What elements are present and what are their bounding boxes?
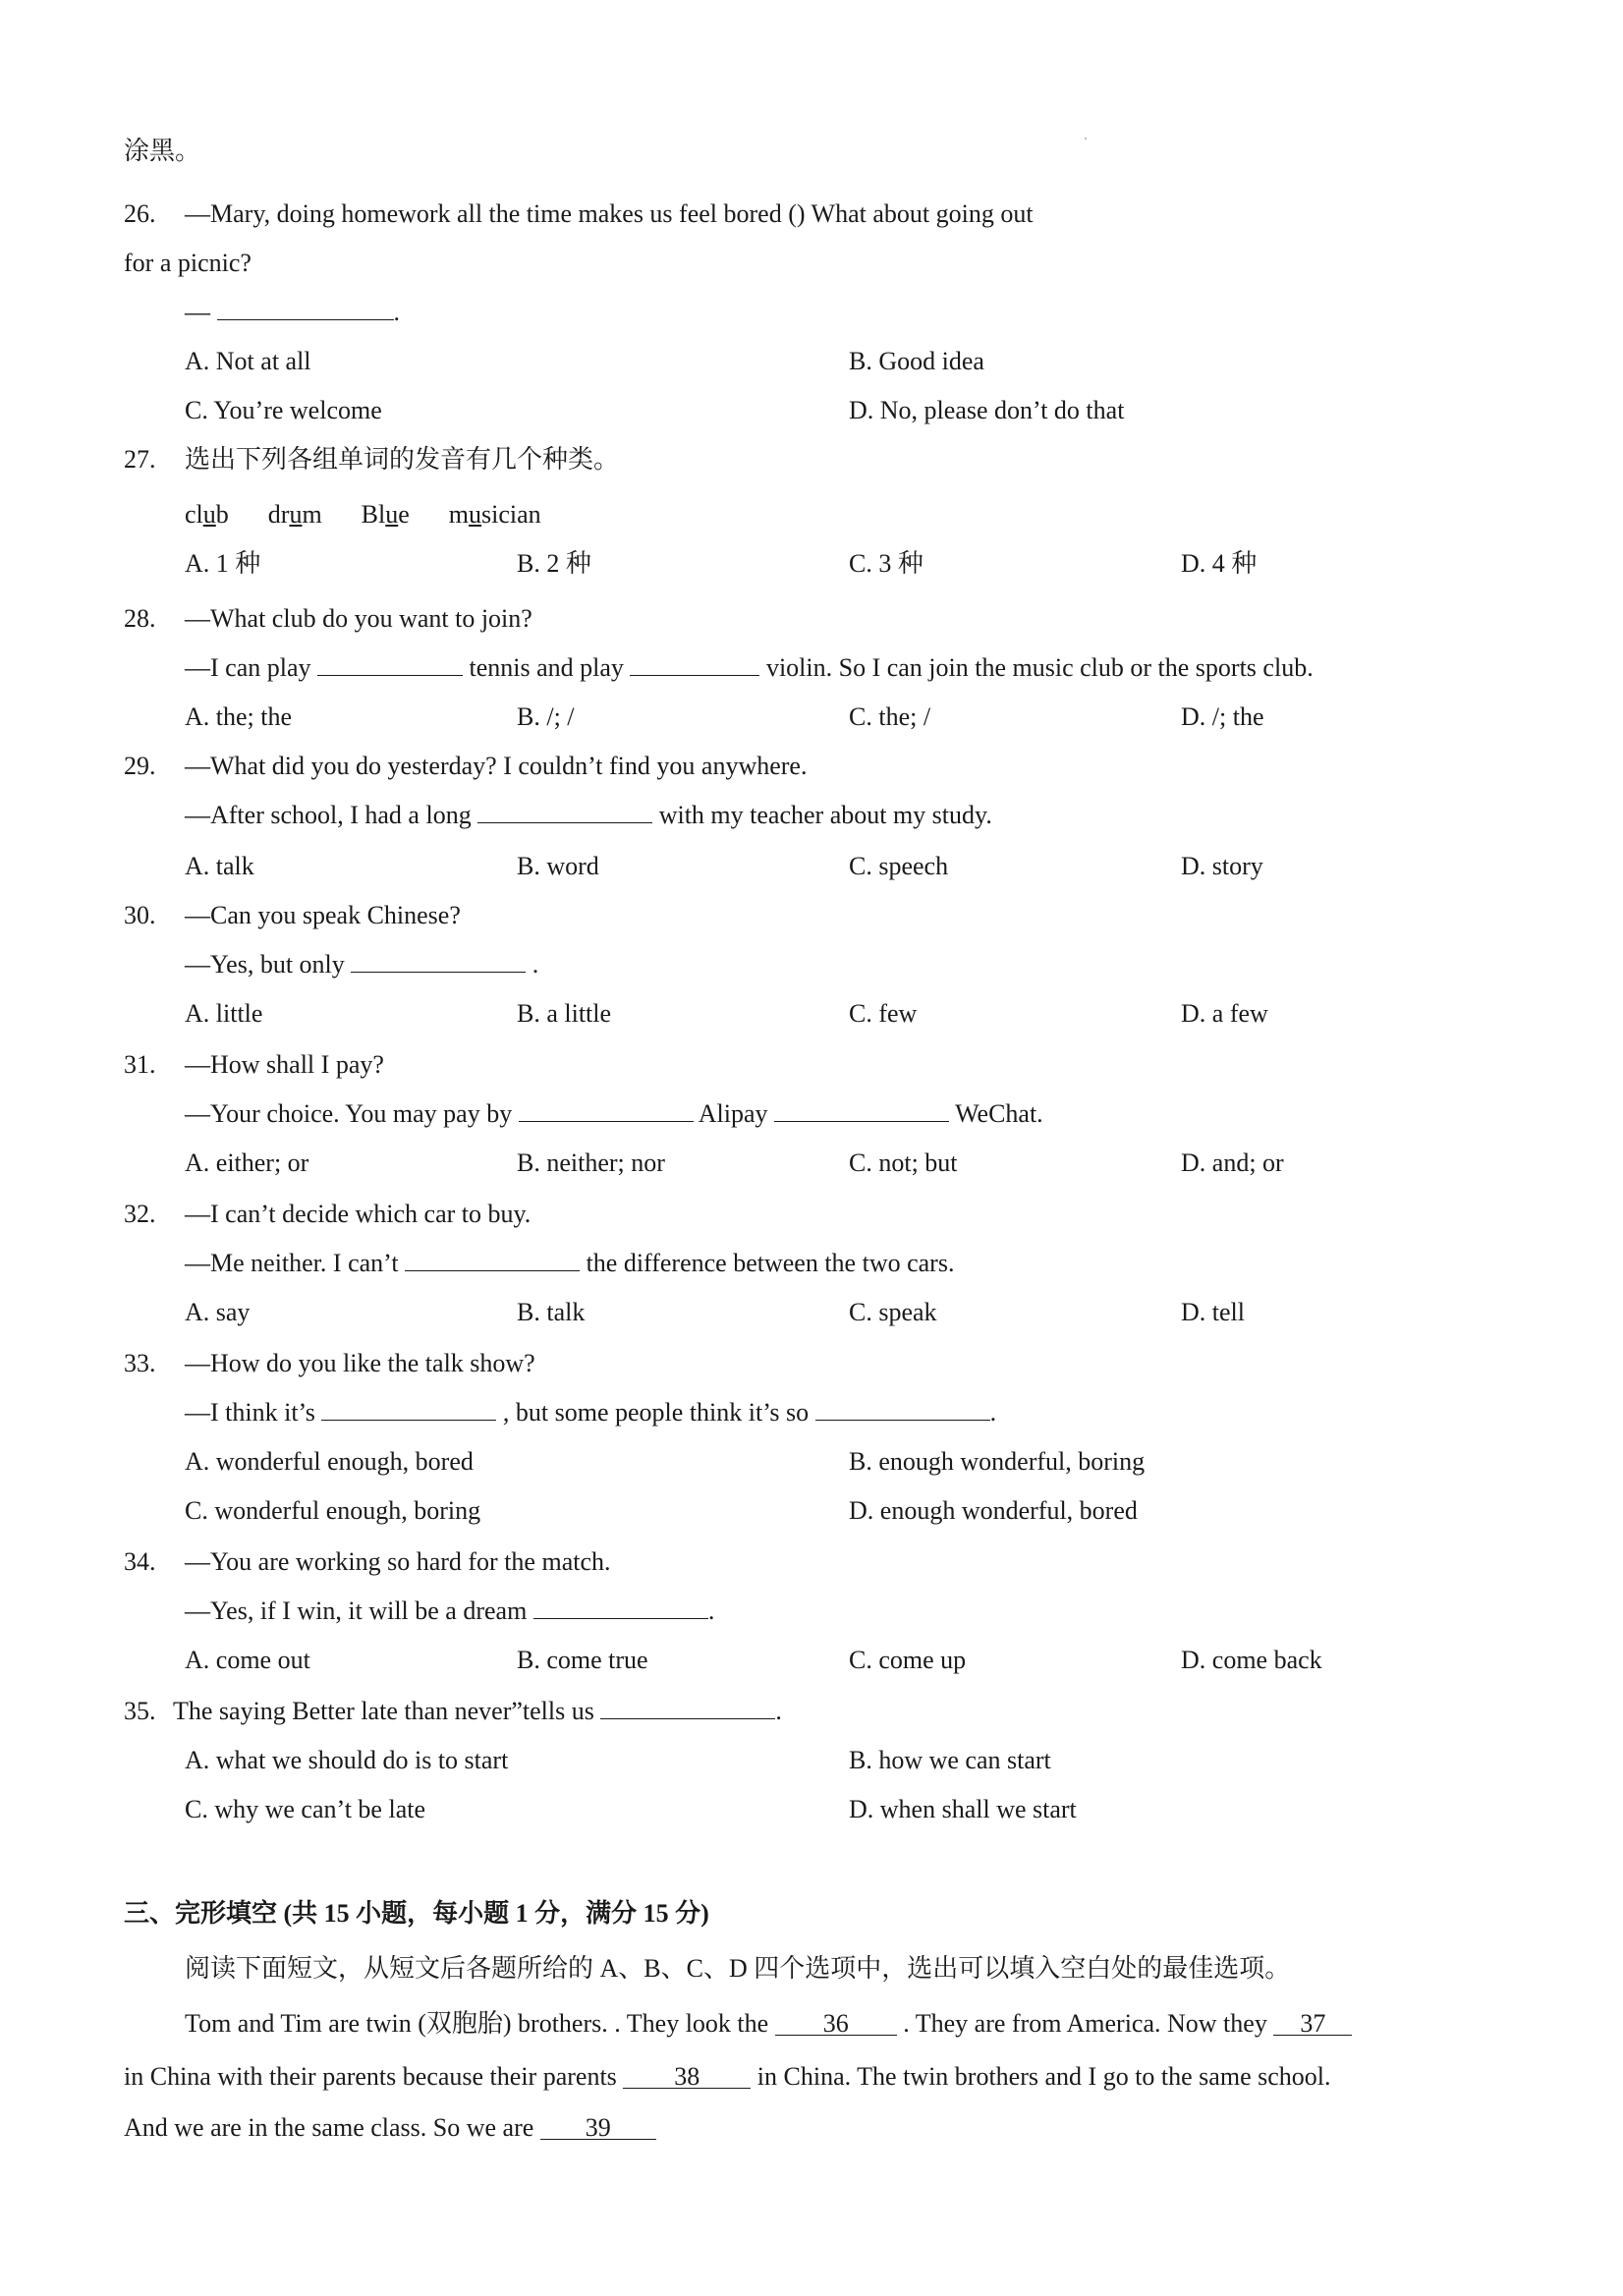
question-line [124,444,619,476]
answer-blank [815,1398,990,1421]
question-line [185,949,538,980]
text-segment: . [989,1398,997,1427]
section-instruction: 阅读下面短文，从短文后各题所给的 A、B、C、D 四个选项中，选出可以填入空白处的最佳选项。 [185,1954,1291,1983]
question-line [185,297,400,328]
question-line [185,1397,996,1428]
question-line [124,900,461,931]
answer-option[interactable]: D. story [1181,852,1263,880]
underlined-letter: u [202,500,216,529]
word-suffix: m [302,500,322,529]
answer-blank [321,1398,496,1421]
scan-speck [1085,138,1087,140]
passage-line [124,2061,1331,2093]
text-segment: And we are in the same class. So we are [124,2113,540,2142]
question-line [124,198,1034,230]
text-segment: in China. The twin brothers and I go to the same school. [751,2062,1331,2091]
text-segment: in China with their parents because their parents [124,2062,624,2091]
underlined-letter: u [385,500,399,529]
text-segment: . [393,298,400,326]
answer-option[interactable]: B. neither; nor [517,1148,665,1177]
answer-option[interactable]: D. /; the [1181,702,1264,731]
word-prefix: Bl [361,500,386,529]
section-title: 三、完形填空 (共 15 小题，每小题 1 分，满分 15 分) [124,1899,709,1928]
question-number: 30. [124,901,156,929]
text-segment: —You are working so hard for the match. [185,1547,611,1576]
answer-option[interactable]: C. speak [849,1298,937,1326]
text-segment: . [707,1596,715,1625]
phonics-word [449,499,541,531]
question-line [124,1696,782,1727]
intro-tail: 涂黑。 [124,137,201,165]
text-segment: —Me neither. I can’t [185,1249,406,1277]
text-segment: WeChat. [949,1099,1043,1128]
answer-blank [533,1596,708,1619]
answer-blank [600,1697,775,1719]
text-segment: 选出下列各组单词的发音有几个种类。 [185,445,620,474]
text-segment: —I think it’s [185,1398,322,1427]
text-segment: —Yes, if I win, it will be a dream [185,1596,533,1625]
question-number: 28. [124,604,156,633]
answer-option[interactable]: D. 4 种 [1181,549,1258,578]
word-suffix: b [215,500,229,529]
text-segment: —Can you speak Chinese? [185,901,461,929]
answer-blank: 36 [775,2013,897,2036]
answer-option[interactable]: D. enough wonderful, bored [849,1496,1138,1525]
answer-option[interactable]: B. Good idea [849,347,984,375]
word-suffix: sician [481,500,541,529]
answer-option[interactable]: D. when shall we start [849,1795,1077,1823]
text-segment: —What did you do yesterday? I couldn’t find you anywhere. [185,752,808,780]
answer-blank [405,1249,580,1271]
answer-option[interactable]: D. tell [1181,1298,1245,1326]
text-segment: — [185,298,217,326]
question-line [185,800,992,831]
question-number: 32. [124,1200,156,1228]
text-segment: —Your choice. You may pay by [185,1099,519,1128]
text-segment: . They are from America. Now they [896,2009,1274,2038]
answer-blank [519,1099,694,1122]
answer-option[interactable]: C. not; but [849,1148,958,1177]
text-segment: with my teacher about my study. [652,801,992,829]
answer-option[interactable]: D. No, please don’t do that [849,396,1125,424]
answer-blank [351,950,526,973]
answer-option[interactable]: C. why we can’t be late [185,1795,425,1823]
phonics-word [362,499,410,531]
question-line [124,751,807,782]
answer-option[interactable]: A. come out [185,1646,310,1674]
question-line [185,1596,714,1627]
text-segment: Alipay [693,1099,775,1128]
question-line [124,1348,535,1379]
text-segment: , but some people think it’s so [496,1398,815,1427]
answer-blank: 39 [540,2117,656,2140]
text-segment: . [775,1697,782,1725]
phonics-word [185,499,229,531]
word-prefix: m [448,500,470,529]
answer-option[interactable]: A. either; or [185,1148,309,1177]
text-segment: —I can’t decide which car to buy. [185,1200,532,1228]
answer-option[interactable]: D. come back [1181,1646,1322,1674]
answer-option[interactable]: C. speech [849,852,949,880]
question-line [124,603,532,635]
answer-option[interactable]: B. word [517,852,599,880]
question-line [124,1049,384,1081]
answer-option[interactable]: B. 2 种 [517,549,591,578]
text-segment: —How do you like the talk show? [185,1349,535,1377]
question-number: 26. [124,199,156,228]
question-line [185,1248,954,1279]
answer-option[interactable]: C. 3 种 [849,549,923,578]
text-segment: —After school, I had a long [185,801,478,829]
text-segment: the difference between the two cars. [580,1249,955,1277]
text-segment: —What club do you want to join? [185,604,532,633]
answer-option[interactable]: A. talk [185,852,254,880]
answer-option[interactable]: B. a little [517,999,612,1028]
answer-blank [630,653,759,676]
answer-blank: 37 [1273,2013,1352,2036]
text-segment: for a picnic? [124,249,252,277]
answer-blank [317,653,463,676]
answer-option[interactable]: A. wonderful enough, bored [185,1447,474,1476]
answer-option[interactable]: B. come true [517,1646,648,1674]
answer-option[interactable]: B. /; / [517,702,575,731]
answer-option[interactable]: D. and; or [1181,1148,1284,1177]
question-line [124,1199,531,1230]
phonics-word [268,499,322,531]
text-segment: violin. So I can join the music club or the sports club. [759,653,1314,682]
question-line [185,1098,1043,1130]
answer-option[interactable]: B. how we can start [849,1746,1051,1774]
answer-option[interactable]: A. the; the [185,702,293,731]
question-number: 27. [124,445,156,474]
text-segment: —Yes, but only [185,950,352,979]
underlined-letter: u [469,500,482,529]
question-number: 35. [124,1697,156,1725]
question-number: 34. [124,1547,156,1576]
answer-option[interactable]: B. enough wonderful, boring [849,1447,1146,1476]
question-line [185,499,581,531]
question-line [124,1546,611,1578]
answer-option[interactable]: C. come up [849,1646,967,1674]
answer-option[interactable]: C. You’re welcome [185,396,382,424]
question-line [185,652,1314,684]
text-segment: tennis and play [463,653,631,682]
passage-line [185,2008,1352,2040]
word-prefix: dr [267,500,290,529]
word-suffix: e [398,500,410,529]
question-number: 29. [124,752,156,780]
answer-option[interactable]: D. a few [1181,999,1268,1028]
answer-blank [774,1099,949,1122]
text-segment: . [526,950,539,979]
text-segment: —I can play [185,653,318,682]
answer-option[interactable]: A. say [185,1298,251,1326]
answer-option[interactable]: A. what we should do is to start [185,1746,509,1774]
text-segment: Tom and Tim are twin (双胞胎) brothers. . They look the [185,2009,775,2038]
answer-blank: 38 [623,2066,751,2089]
answer-option[interactable]: C. the; / [849,702,931,731]
answer-option[interactable]: B. talk [517,1298,586,1326]
answer-option[interactable]: C. few [849,999,918,1028]
answer-option[interactable]: A. Not at all [185,347,311,375]
answer-blank [477,801,652,823]
answer-blank [217,298,394,320]
question-line [124,248,252,279]
passage-line [124,2112,656,2144]
text-segment: The saying Better late than never”tells us [173,1697,601,1725]
question-number: 31. [124,1050,156,1079]
word-prefix: cl [185,500,203,529]
question-number: 33. [124,1349,156,1377]
answer-option[interactable]: A. little [185,999,263,1028]
text-segment: —How shall I pay? [185,1050,384,1079]
text-segment: —Mary, doing homework all the time makes us feel bored () What about going out [185,199,1034,228]
underlined-letter: u [289,500,303,529]
answer-option[interactable]: C. wonderful enough, boring [185,1496,481,1525]
answer-option[interactable]: A. 1 种 [185,549,261,578]
